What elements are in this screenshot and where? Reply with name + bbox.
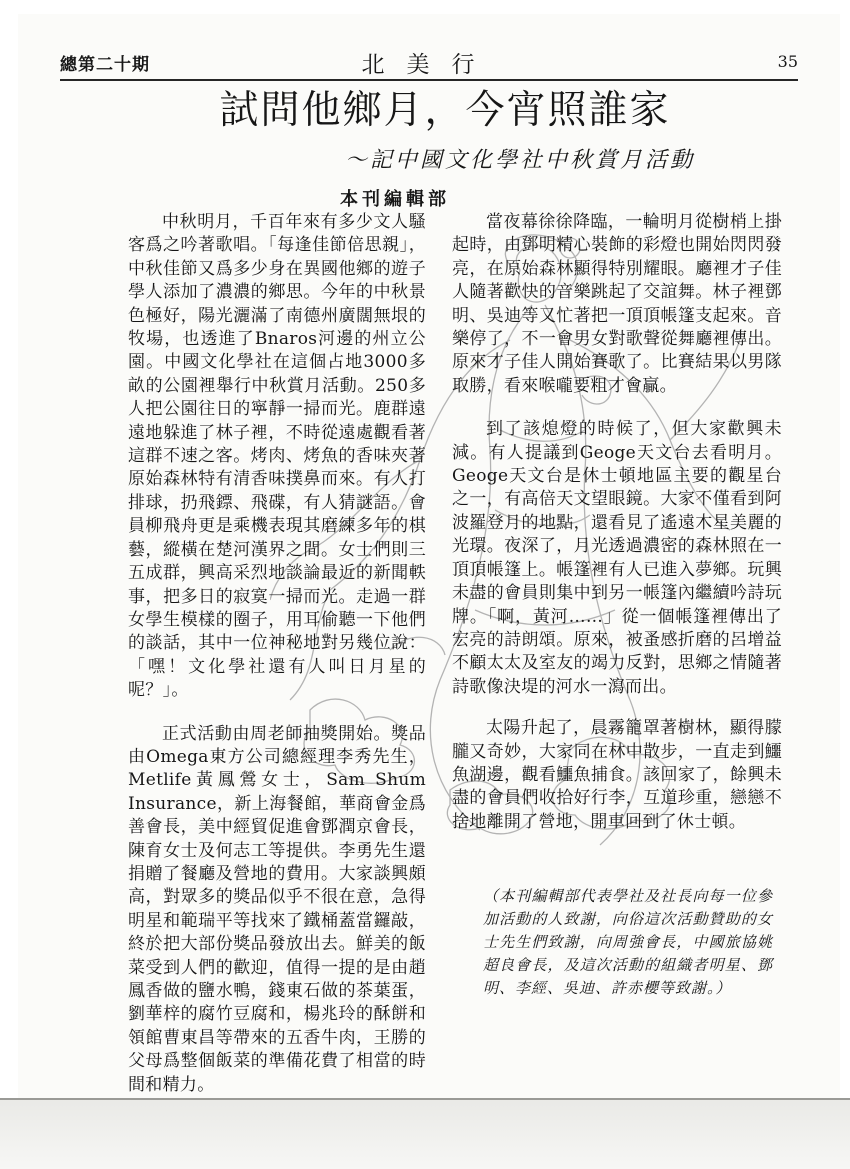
acknowledgement-note: （本刊編輯部代表學社及社長向每一位參加活動的人致謝，向俗這次活動贊助的女士先生們致謝，向周強會長，中國旅協姚超良會長，及這次活動的組織者明星、鄧明、李經、吳迪、許赤櫻等致謝。） (483, 887, 773, 997)
paragraph: 正式活動由周老師抽獎開始。獎品由Omega東方公司總經理李秀先生，Metlife黃鳳鶯女士，Sam Shum Insurance，新上海餐館，華商會金爲善會長，美中經貿促進會鄧潤京會長，陳育女士及何志工等提供。李勇先生還捐贈了餐廳及營地的費用。大家談興頗高，對眾多的獎品似乎不很在意，急得明星和範瑞平等找來了鐵桶蓋當鑼敲，終於把大部份獎品發放出去。鮮美的飯菜受到人們的歡迎，值得一提的是由趙鳳香做的鹽水鴨，錢東石做的茶葉蛋，劉華梓的腐竹豆腐和，楊兆玲的酥餅和領館曹東昌等帶來的五香牛肉，王勝的父母爲整個飯菜的準備花費了相當的時間和精力。 (128, 723, 426, 1095)
page-number: 35 (777, 52, 798, 71)
header-rule (60, 79, 798, 81)
article-subtitle: ～記中國文化學社中秋賞月活動 (344, 148, 695, 173)
paragraph: 當夜幕徐徐降臨，一輪明月從樹梢上掛起時，由鄧明精心裝飾的彩燈也開始閃閃發亮，在原始森林顯得特別耀眼。廳裡才子佳人隨著歡快的音樂跳起了交誼舞。林子裡鄧明、吳迪等又忙著把一頂頂帳篷支起來。音樂停了，不一會男女對歌聲從舞廳裡傳出。原來才子佳人開始賽歌了。比賽結果以男隊取勝，看來喉嚨要粗才會贏。 (452, 212, 782, 396)
page-edge-line (0, 1098, 850, 1100)
article-byline: 本刊編輯部 (340, 189, 450, 210)
page-header (60, 50, 798, 80)
article-title: 試問他鄉月，今宵照誰家 (219, 88, 671, 133)
text-column-left (128, 211, 426, 1097)
issue-label: 總第二十期 (60, 55, 150, 75)
paragraph: 到了該熄燈的時候了，但大家歡興未減。有人提議到Geoge天文台去看明月。Geoge天文台是休士頓地區主要的觀星台之一，有高倍天文望眼鏡。大家不僅看到阿波羅登月的地點，還看見了遙遠木星美麗的光環。夜深了，月光透過濃密的森林照在一頂頂帳篷上。帳篷裡有人已進入夢鄉。玩興未盡的會員則集中到另一帳篷內繼續吟詩玩牌。「啊，黃河……」從一個帳篷裡傳出了宏亮的詩朗頌。原來，被蚤感折磨的呂增益不顧太太及室友的竭力反對，思鄉之情隨著詩歌像決堤的河水一瀉而出。 (452, 419, 782, 697)
scanner-bed-edge (0, 1098, 850, 1169)
paragraph: 中秋明月，千百年來有多少文人騷客爲之吟著歌唱。「每逢佳節倍思親」，中秋佳節又爲多少身在異國他鄉的遊子學人添加了濃濃的鄉思。今年的中秋景色極好，陽光灑滿了南德州廣闊無垠的牧場，也透進了Bnaros河邊的州立公園。中國文化學社在這個占地3000多畝的公園裡舉行中秋賞月活動。250多人把公園往日的寧靜一掃而光。鹿群遠遠地躲進了林子裡，不時從遠處觀看著這群不速之客。烤肉、烤魚的香味夾著原始森林特有清香味撲鼻而來。有人打排球，扔飛鏢、飛碟，有人猜謎語。會員柳飛舟更是乘機表現其磨練多年的棋藝，縱橫在楚河漢界之間。女士們則三五成群，興高采烈地談論最近的新聞軼事，把多日的寂寞一掃而光。走過一群女學生模樣的圈子，用耳偷聽一下他們的談話，其中一位神秘地對另幾位說：「嘿！文化學社還有人叫日月星的呢？」。 (128, 212, 426, 701)
paragraph: 太陽升起了，晨霧籠罩著樹林，顯得朦朧又奇妙，大家同在林中散步，一直走到鱷魚湖邊，觀看鱷魚捕食。該回家了，餘興未盡的會員們收拾好行李，互道珍重，戀戀不捨地離開了營地，開車回到了休士頓。 (452, 718, 782, 832)
text-column-right (452, 211, 782, 834)
magazine-name: 北美行 (361, 52, 497, 78)
